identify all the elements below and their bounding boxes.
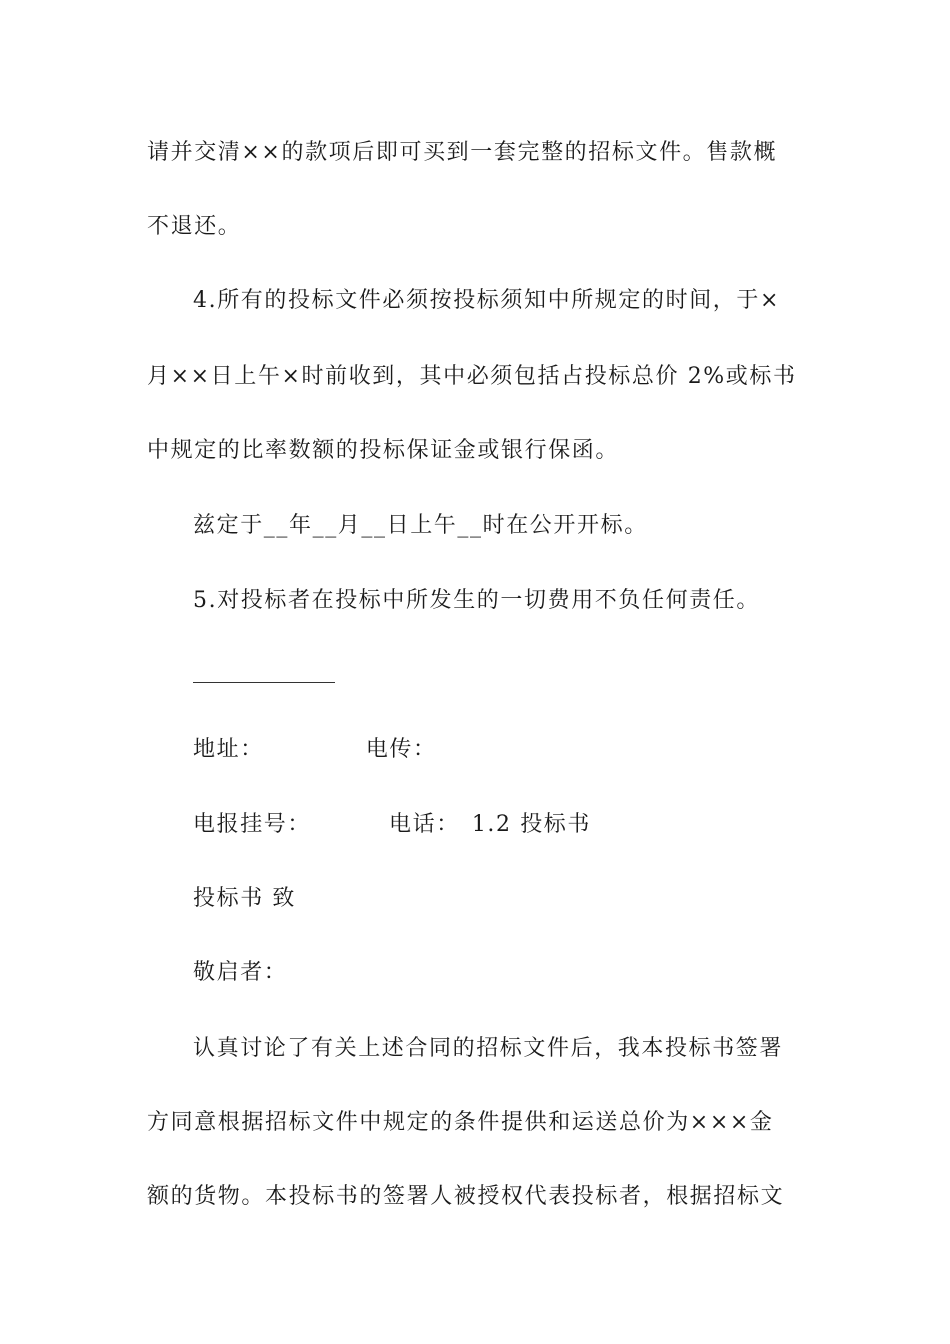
letter-body-line: 额的货物。本投标书的签署人被授权代表投标者，根据招标文 (147, 1184, 785, 1209)
salutation: 敬启者： (193, 960, 288, 985)
paragraph-line: 中规定的比率数额的投标保证金或银行保函。 (147, 438, 620, 463)
clause-5-line: 5.对投标者在投标中所发生的一切费用不负任何责任。 (193, 588, 760, 613)
address-label: 地址： (193, 737, 264, 762)
letter-body-line: 认真讨论了有关上述合同的招标文件后，我本投标书签署 (193, 1036, 784, 1061)
letter-body-line: 方同意根据招标文件中规定的条件提供和运送总价为×××金 (147, 1110, 774, 1135)
address-row (193, 735, 437, 765)
phone-label: 电话： (389, 812, 460, 837)
paragraph-line: 请并交清××的款项后即可买到一套完整的招标文件。售款概 (147, 140, 778, 165)
opening-date-line: 兹定于__年__月__日上午__时在公开开标。 (193, 513, 648, 538)
clause-4-line: 4.所有的投标文件必须按投标须知中所规定的时间，于× (193, 288, 781, 313)
cable-row (193, 810, 591, 840)
letter-title: 投标书 致 (193, 886, 296, 911)
section-heading: 1.2 投标书 (471, 812, 592, 837)
paragraph-line: 月××日上午×时前收到，其中必须包括占投标总价 2%或标书 (147, 364, 797, 389)
paragraph-line: 不退还。 (147, 214, 242, 239)
telex-label: 电传： (365, 737, 437, 762)
signature-rule (193, 682, 335, 683)
cable-label: 电报挂号： (193, 812, 312, 837)
